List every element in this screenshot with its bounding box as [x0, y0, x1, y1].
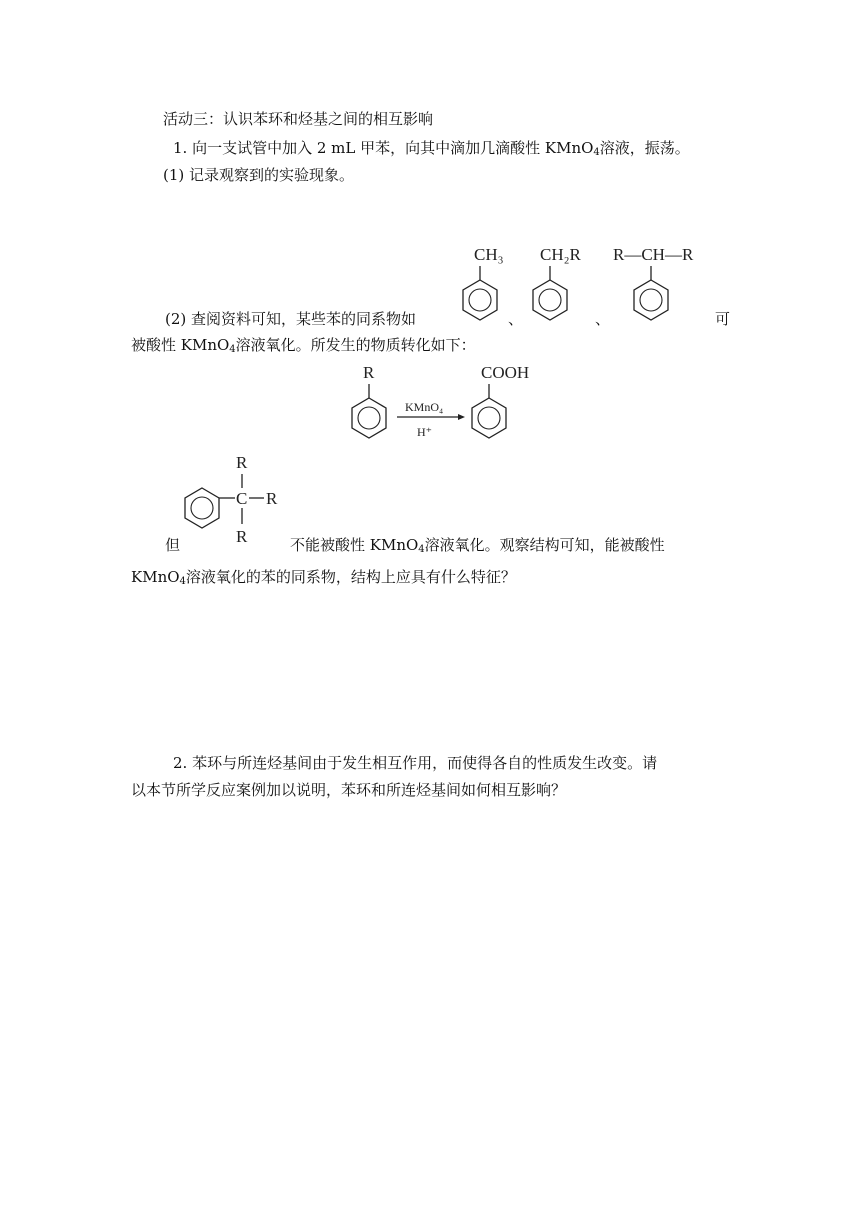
secondary-alkyl-structure [613, 240, 723, 330]
secondary-alkyl-label: R—CH—R [613, 245, 694, 264]
separator: 、 [508, 310, 524, 328]
question-1-part-2-line-2 [131, 334, 476, 355]
question-1-part-2-text: (2) 查阅资料可知，某些苯的同系物如 [165, 310, 417, 328]
question-1-stem-end: 溶液，振荡。 [599, 139, 690, 157]
question-1-part-1: (1) 记录观察到的实验现象。 [163, 166, 355, 184]
subscript: 4 [593, 147, 600, 158]
tert-label-bottom: R [236, 527, 248, 546]
subscript: 4 [179, 576, 186, 587]
line-text: 被酸性 KMnO [131, 336, 230, 354]
reagent-top-label: KMnO₄ [405, 400, 444, 414]
line-text-end: 溶液氧化。所发生的物质转化如下： [235, 336, 476, 354]
benzyl-label: CH₂R [540, 245, 581, 264]
question-2-line-2: 以本节所学反应案例加以说明，苯环和所连烃基间如何相互影响？ [131, 781, 567, 799]
line-text: 不能被酸性 KMnO [290, 536, 419, 554]
question-1-stem [173, 137, 690, 158]
question-1-part-2-end: 可 [715, 310, 731, 328]
question-2-line-1: 2. 苯环与所连烃基间由于发生相互作用，而使得各自的性质发生改变。请 [173, 754, 658, 772]
subscript: 4 [229, 344, 236, 355]
line-text-end: 溶液氧化。观察结构可知，能被酸性 [424, 536, 665, 554]
line-text: KMnO [131, 568, 180, 586]
structure-feature-question [131, 566, 516, 587]
product-label: COOH [481, 363, 530, 382]
tert-label-c: C [236, 489, 248, 508]
toluene-label: CH₃ [474, 245, 504, 264]
reactant-label: R [363, 363, 375, 382]
but-word: 但 [165, 536, 181, 554]
oxidation-reaction [345, 360, 545, 445]
tert-label-top: R [236, 453, 248, 472]
activity-heading: 活动三：认识苯环和烃基之间的相互影响 [163, 110, 434, 128]
toluene-structure [458, 240, 504, 330]
tertiary-alkyl-structure [182, 450, 292, 550]
reagent-bottom-label: H⁺ [417, 425, 432, 439]
cannot-oxidize-text [290, 534, 665, 555]
separator: 、 [595, 310, 611, 328]
benzyl-structure [528, 240, 598, 330]
question-1-stem-text: 1. 向一支试管中加入 2 mL 甲苯，向其中滴加几滴酸性 KMnO [173, 139, 594, 157]
line-text-end: 溶液氧化的苯的同系物，结构上应具有什么特征？ [185, 568, 516, 586]
subscript: 4 [418, 544, 425, 555]
tert-label-right: R [266, 489, 278, 508]
